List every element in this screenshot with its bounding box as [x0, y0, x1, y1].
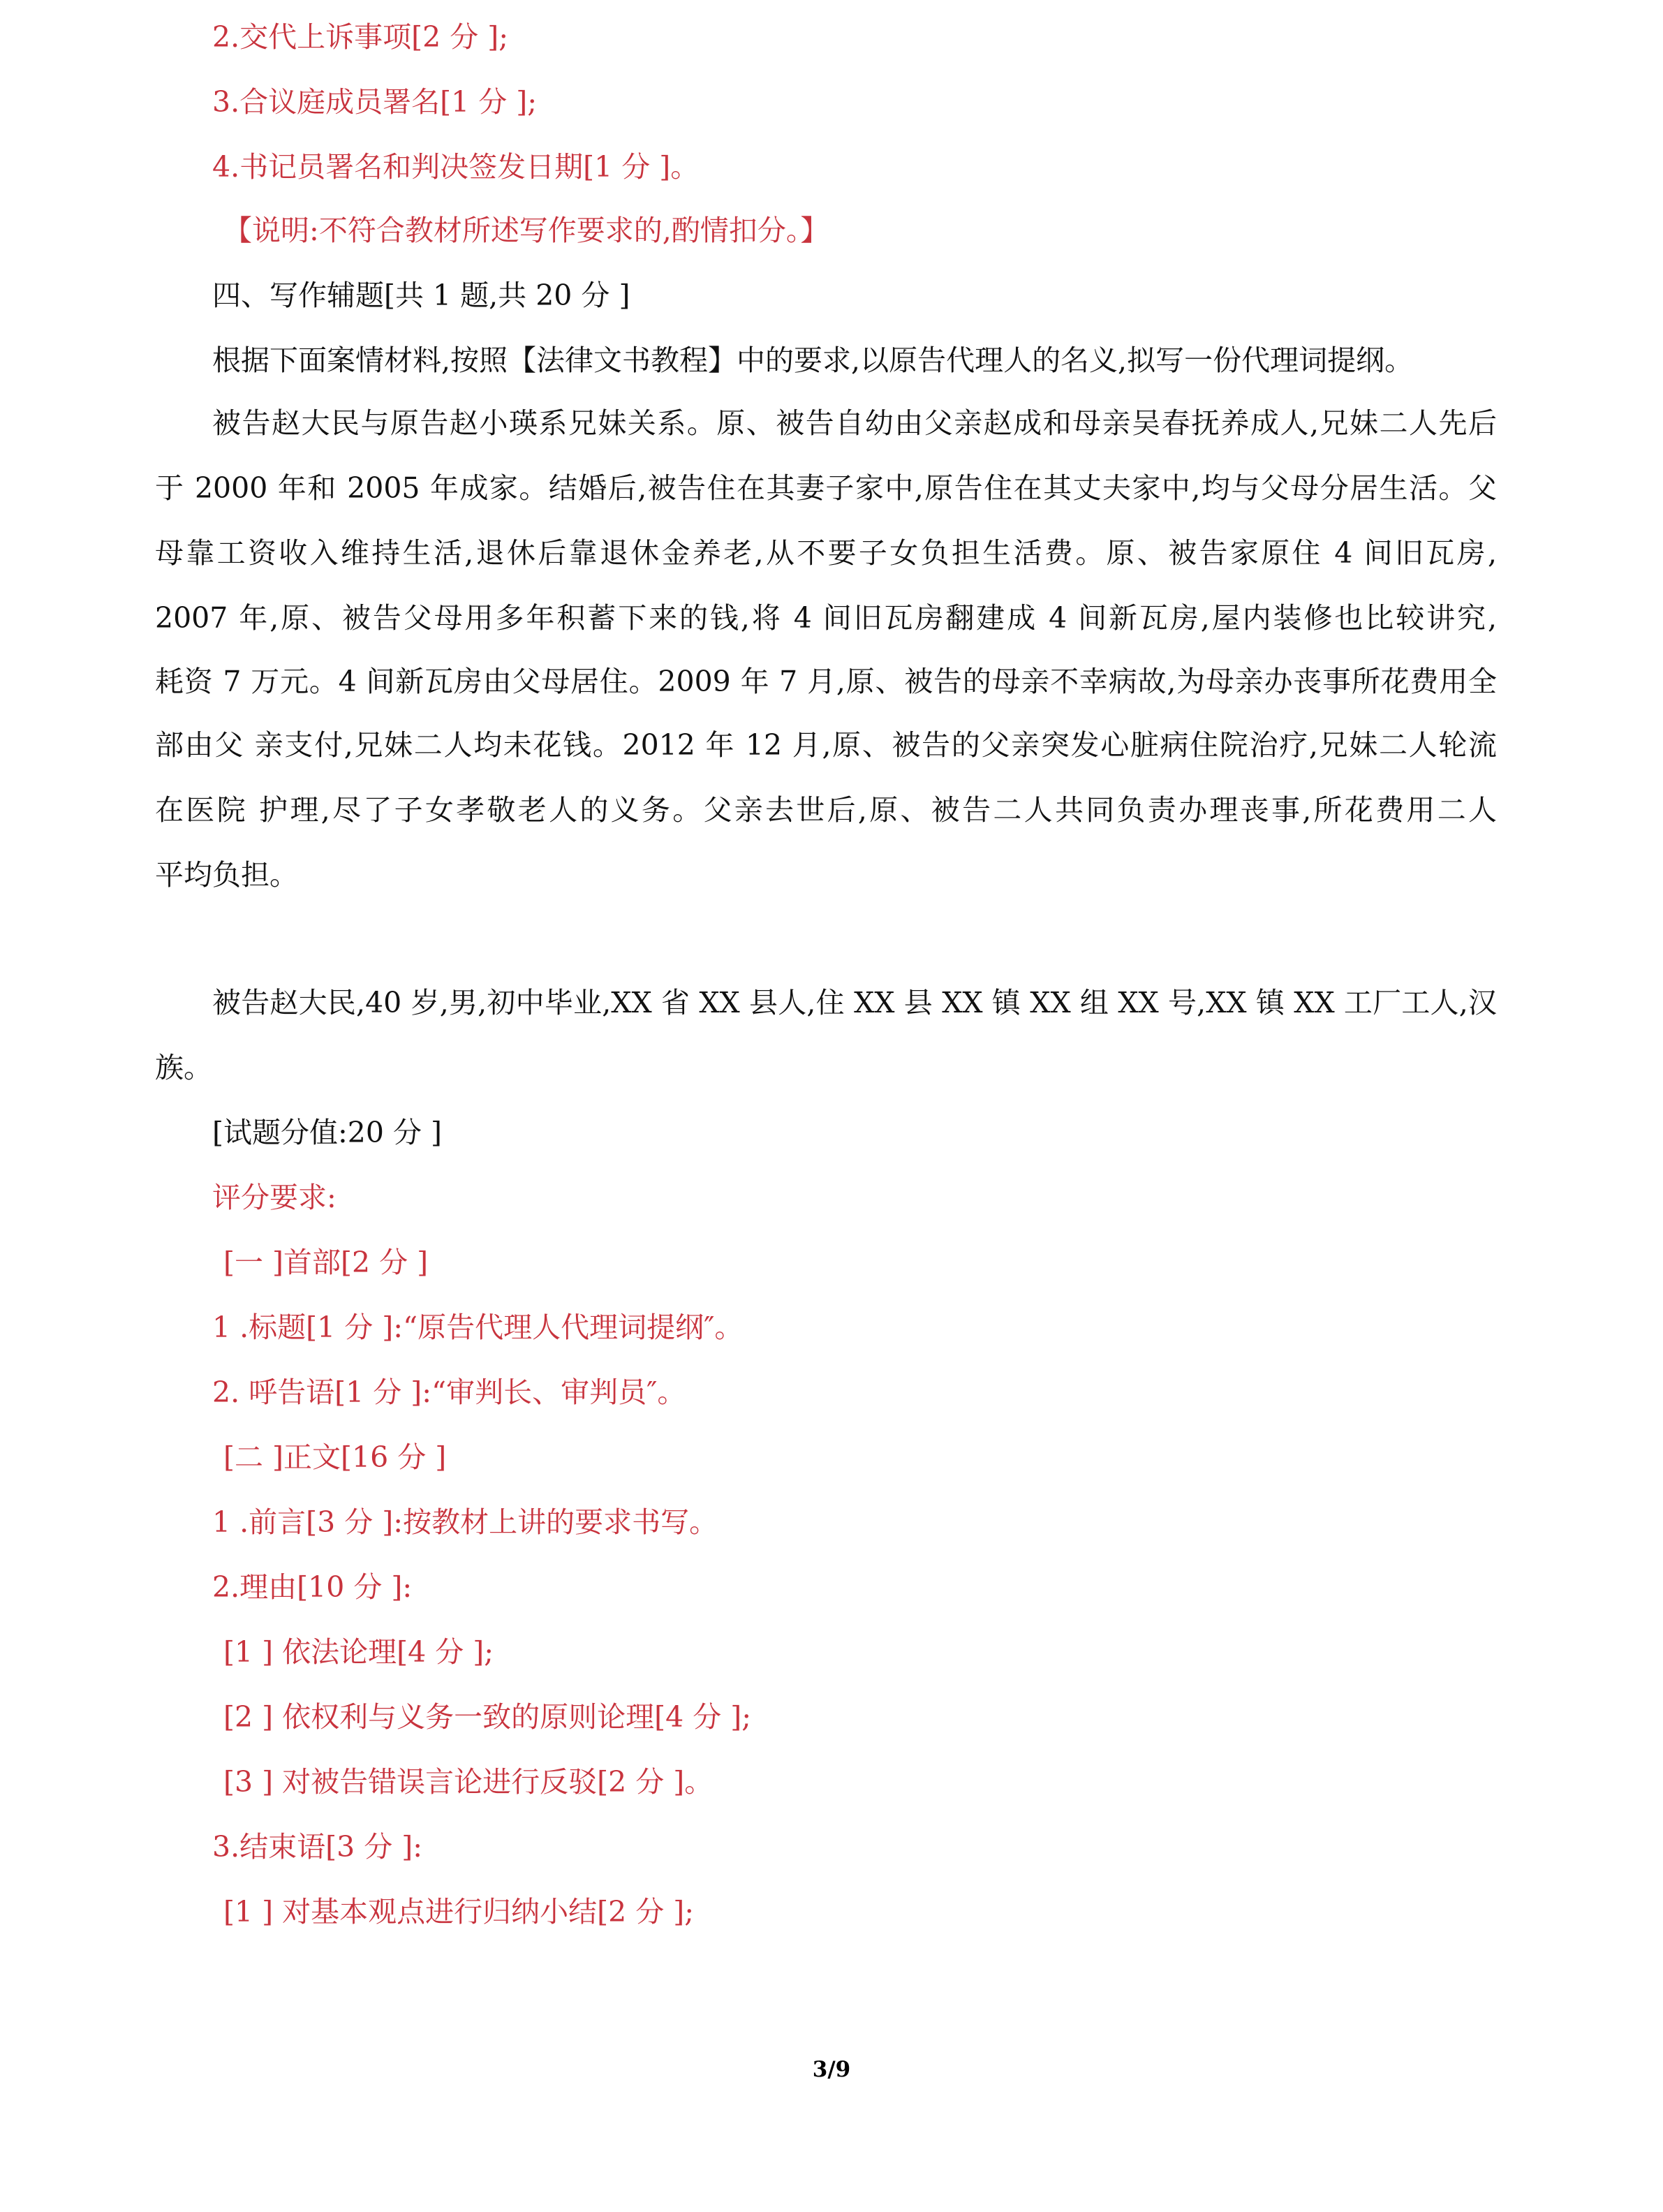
grading-item-clerk-signature-date: 4.书记员署名和判决签发日期[1 分 ]。: [212, 150, 700, 184]
grading-subitem: [1 ] 依法论理[4 分 ];: [223, 1635, 494, 1669]
case-paragraph-line: 被告赵大民与原告赵小瑛系兄妹关系。原、被告自幼由父亲赵成和母亲吴春抚养成人,兄妹二人先后: [212, 406, 1497, 440]
grading-note: 【说明:不符合教材所述写作要求的,酌情扣分。】: [223, 214, 829, 247]
grading-subitem: [3 ] 对被告错误言论进行反驳[2 分 ]。: [223, 1765, 714, 1799]
grading-subitem: [1 ] 对基本观点进行归纳小结[2 分 ];: [223, 1895, 695, 1929]
grading-subitem: [2 ] 依权利与义务一致的原则论理[4 分 ];: [223, 1700, 752, 1734]
grading-item-appeal-matters: 2.交代上诉事项[2 分 ];: [212, 20, 509, 54]
case-paragraph-line: 2007 年,原、被告父母用多年积蓄下来的钱,将 4 间旧瓦房翻建成 4 间新瓦房,屋内装修也比较讲究,: [155, 601, 1497, 635]
grading-section-header: [一 ]首部[2 分 ]: [223, 1246, 429, 1279]
page-number: 3/9: [812, 2057, 851, 2082]
grading-item-salutation: 2. 呼告语[1 分 ]:“审判长、审判员″。: [212, 1376, 686, 1409]
question-instruction: 根据下面案情材料,按照【法律文书教程】中的要求,以原告代理人的名义,拟写一份代理词提纲。: [212, 344, 1414, 377]
grading-item-preface: 1 .前言[3 分 ]:按教材上讲的要求书写。: [212, 1505, 718, 1539]
grading-requirements-heading: 评分要求:: [212, 1181, 337, 1214]
question-score: [试题分值:20 分 ]: [212, 1116, 443, 1149]
case-paragraph-line: 在医院 护理,尽了子女孝敬老人的义务。父亲去世后,原、被告二人共同负责办理丧事,所花费用二人: [155, 793, 1497, 827]
defendant-info-line: 被告赵大民,40 岁,男,初中毕业,XX 省 XX 县人,住 XX 县 XX 镇 XX 组 XX 号,XX 镇 XX 工厂工人,汉: [212, 986, 1497, 1019]
grading-item-conclusion: 3.结束语[3 分 ]:: [212, 1830, 423, 1864]
case-paragraph-line: 母靠工资收入维持生活,退休后靠退休金养老,从不要子女负担生活费。原、被告家原住 4 间旧瓦房,: [155, 536, 1497, 570]
grading-section-body: [二 ]正文[16 分 ]: [223, 1440, 447, 1474]
grading-item-reasons: 2.理由[10 分 ]:: [212, 1570, 413, 1604]
case-paragraph-line: 耗资 7 万元。4 间新瓦房由父母居住。2009 年 7 月,原、被告的母亲不幸病故,为母亲办丧事所花费用全: [155, 665, 1497, 698]
grading-item-title: 1 .标题[1 分 ]:“原告代理人代理词提纲″。: [212, 1311, 744, 1344]
case-paragraph-line: 部由父 亲支付,兄妹二人均未花钱。2012 年 12 月,原、被告的父亲突发心脏病住院治疗,兄妹二人轮流: [155, 728, 1497, 762]
grading-item-panel-signatures: 3.合议庭成员署名[1 分 ];: [212, 85, 538, 119]
defendant-info-line: 族。: [155, 1051, 212, 1084]
case-paragraph-line: 平均负担。: [155, 858, 298, 892]
case-paragraph-line: 于 2000 年和 2005 年成家。结婚后,被告住在其妻子家中,原告住在其丈夫家中,均与父母分居生活。父: [155, 471, 1497, 505]
section-heading-writing-question: 四、写作辅题[共 1 题,共 20 分 ]: [212, 279, 630, 312]
